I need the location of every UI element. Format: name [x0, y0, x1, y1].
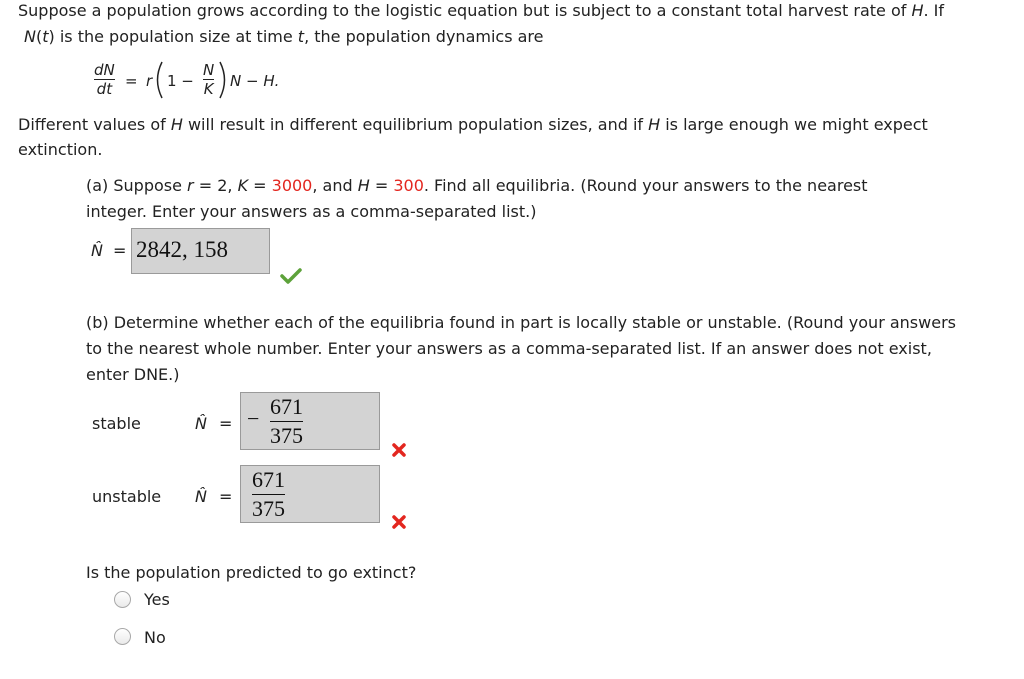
part-a-text: (a) Suppose [86, 176, 188, 195]
fraction-bar [252, 494, 285, 495]
unstable-label: unstable [92, 487, 162, 506]
stable-label: stable [92, 414, 141, 433]
context-text: Different values of [18, 115, 171, 134]
intro-text: . If [923, 1, 945, 20]
intro-text: ) is the population size at time [48, 27, 298, 46]
derivative-fraction [94, 62, 115, 97]
minus: − [241, 72, 264, 90]
numerator: dN [94, 61, 115, 79]
numerator: 671 [270, 394, 303, 419]
part-b-line-2: to the nearest whole number. Enter your answers as a comma-separated list. If an answer does not exist, [86, 339, 932, 358]
one-minus: 1 − [167, 72, 194, 90]
var-H: H. [263, 72, 280, 90]
equilibria-answer-field[interactable] [131, 228, 270, 274]
numerator: N [203, 61, 215, 79]
equals-sign: = [219, 487, 233, 506]
context-text: will result in different equilibrium population sizes, and if [182, 115, 649, 134]
option-label-yes[interactable]: Yes [144, 590, 170, 609]
context-line-2: extinction. [18, 140, 103, 159]
part-a-text: . Find all equilibria. (Round your answers to the nearest [423, 176, 868, 195]
var-H: H [911, 1, 924, 20]
part-b-line-1: (b) Determine whether each of the equilibria found in part is locally stable or unstable. (Round your answers [86, 313, 956, 332]
equilibrium-label: N̂ [91, 241, 103, 260]
left-paren [152, 60, 164, 100]
var-t: t [42, 27, 49, 46]
part-a-text: = 2, [193, 176, 238, 195]
var-H: H [170, 115, 183, 134]
numerator: 671 [252, 467, 285, 492]
N-over-K-fraction [203, 62, 214, 97]
radio-button-yes[interactable] [114, 591, 131, 608]
part-a-text: = [369, 176, 394, 195]
equals-sign: = [219, 414, 233, 433]
var-N: N [230, 72, 242, 90]
unstable-var: N̂ [195, 487, 207, 506]
paren: ( [35, 27, 43, 46]
var-H: H [648, 115, 661, 134]
equation-tail [230, 71, 279, 91]
var-K: K [237, 176, 249, 195]
part-a-line-1 [86, 176, 868, 196]
part-a-line-2: integer. Enter your answers as a comma-separated list.) [86, 202, 537, 221]
var-r: r [146, 72, 153, 90]
intro-text: Suppose a population grows according to the logistic equation but is subject to a constant total harvest rate of [18, 1, 912, 20]
K-value: 3000 [271, 176, 313, 195]
stable-fraction [270, 395, 303, 448]
negative-sign: − [247, 406, 260, 431]
equals-sign: = [125, 72, 138, 90]
denominator: 375 [270, 423, 303, 448]
radio-button-no[interactable] [114, 628, 131, 645]
cross-icon [391, 442, 407, 458]
stable-answer-field[interactable] [240, 392, 380, 450]
part-a-text: = [248, 176, 272, 195]
option-label-no[interactable]: No [144, 628, 166, 647]
stable-var: N̂ [195, 414, 207, 433]
fraction-bar [270, 421, 303, 422]
equals-sign: = [113, 241, 127, 260]
intro-line-2 [24, 27, 544, 47]
intro-text: , the population dynamics are [304, 27, 544, 46]
denominator: dt [96, 80, 113, 98]
check-icon [280, 267, 302, 285]
H-value: 300 [393, 176, 424, 195]
context-text: is large enough we might expect [660, 115, 928, 134]
part-a-text: , and [312, 176, 358, 195]
denominator: K [203, 80, 214, 98]
right-paren [218, 60, 230, 100]
var-N: N [24, 27, 36, 46]
context-line-1 [18, 115, 928, 135]
var-H: H [357, 176, 370, 195]
unstable-fraction [252, 468, 285, 521]
unstable-answer-field[interactable] [240, 465, 380, 523]
part-b-line-3: enter DNE.) [86, 365, 180, 384]
var-r: r [187, 176, 194, 195]
extinct-question: Is the population predicted to go extinct? [86, 563, 417, 582]
denominator: 375 [252, 496, 285, 521]
var-t: t [297, 27, 305, 46]
cross-icon [391, 514, 407, 530]
answer-value: 2842, 158 [136, 237, 228, 262]
intro-line-1 [18, 1, 944, 21]
